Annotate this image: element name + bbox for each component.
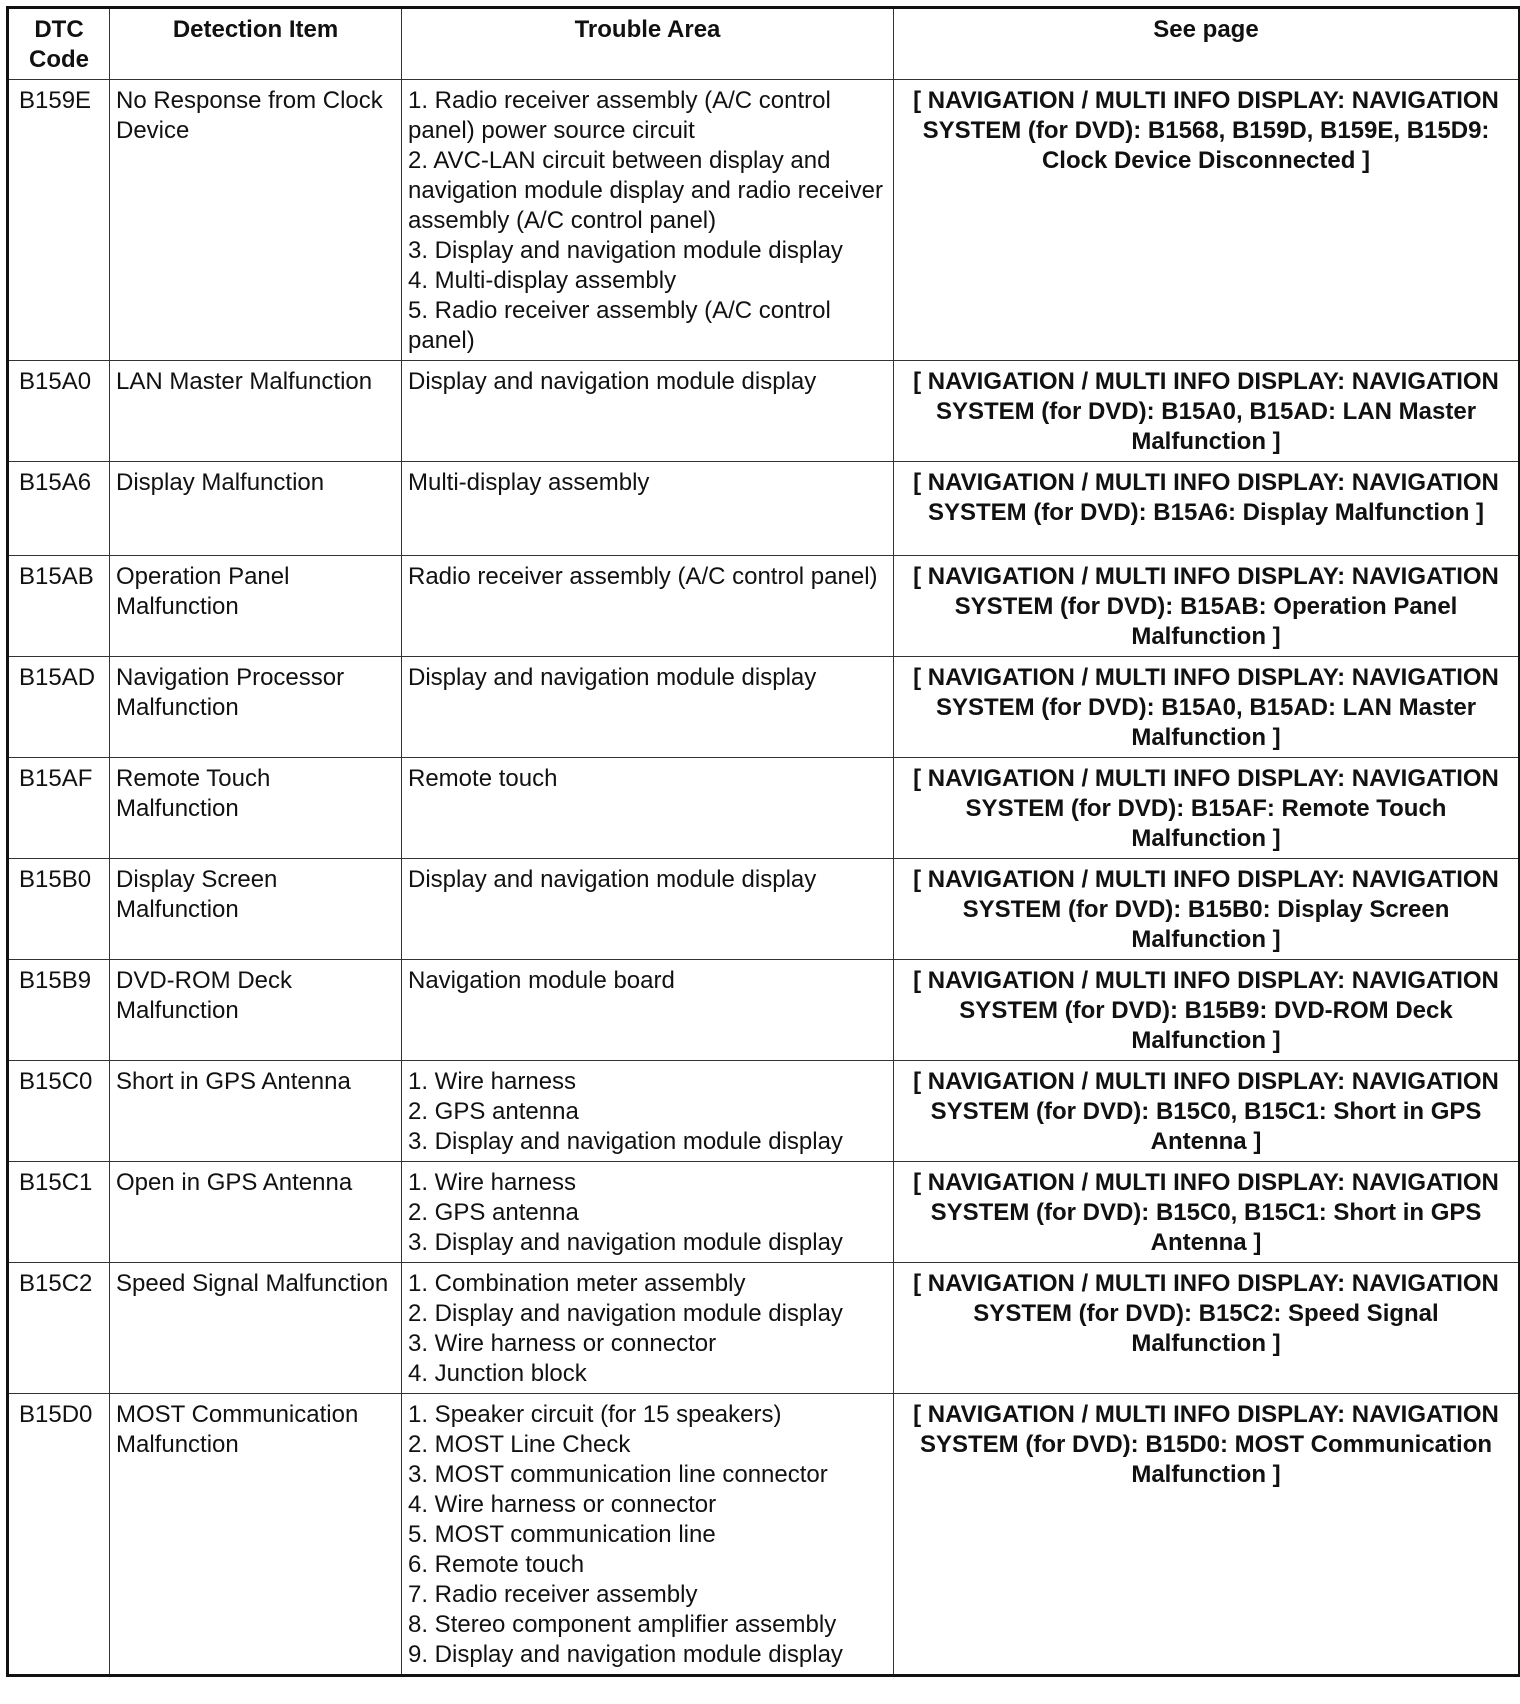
dtc-code-cell: B15A6 bbox=[8, 462, 110, 556]
detection-item-cell: Operation Panel Malfunction bbox=[110, 556, 402, 657]
trouble-area-entry: 7. Radio receiver assembly bbox=[408, 1581, 698, 1608]
see-page-reference: [ NAVIGATION / MULTI INFO DISPLAY: NAVIGATION SYSTEM (for DVD): B15B9: DVD-ROM Deck Malfunction ] bbox=[894, 960, 1520, 1061]
dtc-code-cell: B15AB bbox=[8, 556, 110, 657]
see-page-reference: [ NAVIGATION / MULTI INFO DISPLAY: NAVIGATION SYSTEM (for DVD): B1568, B159D, B159E, B15D9: Clock Device Disconnected ] bbox=[894, 80, 1520, 361]
trouble-area-cell bbox=[402, 462, 894, 556]
trouble-area-entry: 2. GPS antenna bbox=[408, 1199, 579, 1226]
table-row bbox=[8, 556, 1520, 657]
trouble-area-entry: 2. GPS antenna bbox=[408, 1098, 579, 1125]
dtc-code-cell: B15AF bbox=[8, 758, 110, 859]
trouble-area-entry: 1. Speaker circuit (for 15 speakers) bbox=[408, 1401, 782, 1428]
trouble-area-entry: 6. Remote touch bbox=[408, 1551, 585, 1578]
detection-item-cell: DVD-ROM Deck Malfunction bbox=[110, 960, 402, 1061]
trouble-area-cell bbox=[402, 556, 894, 657]
trouble-area-entry: Display and navigation module display bbox=[408, 866, 817, 893]
see-page-reference: [ NAVIGATION / MULTI INFO DISPLAY: NAVIGATION SYSTEM (for DVD): B15C0, B15C1: Short in GPS Antenna ] bbox=[894, 1061, 1520, 1162]
trouble-area-entry: 2. MOST Line Check bbox=[408, 1431, 631, 1458]
dtc-code-cell: B15B0 bbox=[8, 859, 110, 960]
trouble-area-entry: 4. Junction block bbox=[408, 1360, 587, 1387]
header-see-page: See page bbox=[894, 8, 1520, 80]
detection-item-cell: LAN Master Malfunction bbox=[110, 361, 402, 462]
see-page-reference: [ NAVIGATION / MULTI INFO DISPLAY: NAVIGATION SYSTEM (for DVD): B15B0: Display Screen Malfunction ] bbox=[894, 859, 1520, 960]
table-row bbox=[8, 80, 1520, 361]
dtc-code-cell: B159E bbox=[8, 80, 110, 361]
trouble-area-cell bbox=[402, 960, 894, 1061]
detection-item-cell: Navigation Processor Malfunction bbox=[110, 657, 402, 758]
table-row bbox=[8, 960, 1520, 1061]
trouble-area-entry: Display and navigation module display bbox=[408, 368, 817, 395]
trouble-area-entry: 1. Wire harness bbox=[408, 1169, 577, 1196]
see-page-reference: [ NAVIGATION / MULTI INFO DISPLAY: NAVIGATION SYSTEM (for DVD): B15AB: Operation Panel Malfunction ] bbox=[894, 556, 1520, 657]
dtc-code-cell: B15B9 bbox=[8, 960, 110, 1061]
trouble-area-cell bbox=[402, 361, 894, 462]
trouble-area-entry: 4. Multi-display assembly bbox=[408, 267, 677, 294]
trouble-area-entry: 3. Wire harness or connector bbox=[408, 1330, 717, 1357]
trouble-area-entry: 8. Stereo component amplifier assembly bbox=[408, 1611, 837, 1638]
trouble-area-entry: 1. Radio receiver assembly (A/C control panel) power source circuit bbox=[408, 87, 831, 144]
detection-item-cell: No Response from Clock Device bbox=[110, 80, 402, 361]
header-trouble-area: Trouble Area bbox=[402, 8, 894, 80]
detection-item-cell: Speed Signal Malfunction bbox=[110, 1263, 402, 1394]
detection-item-cell: MOST Communication Malfunction bbox=[110, 1394, 402, 1676]
trouble-area-entry: 3. Display and navigation module display bbox=[408, 1128, 843, 1155]
table-row bbox=[8, 1061, 1520, 1162]
trouble-area-cell bbox=[402, 859, 894, 960]
table-row bbox=[8, 462, 1520, 556]
trouble-area-cell bbox=[402, 657, 894, 758]
table-row bbox=[8, 1162, 1520, 1263]
see-page-reference: [ NAVIGATION / MULTI INFO DISPLAY: NAVIGATION SYSTEM (for DVD): B15A6: Display Malfunction ] bbox=[894, 462, 1520, 556]
see-page-reference: [ NAVIGATION / MULTI INFO DISPLAY: NAVIGATION SYSTEM (for DVD): B15D0: MOST Communication Malfunction ] bbox=[894, 1394, 1520, 1676]
trouble-area-cell bbox=[402, 1263, 894, 1394]
dtc-code-cell: B15C1 bbox=[8, 1162, 110, 1263]
see-page-reference: [ NAVIGATION / MULTI INFO DISPLAY: NAVIGATION SYSTEM (for DVD): B15AF: Remote Touch Malfunction ] bbox=[894, 758, 1520, 859]
detection-item-cell: Short in GPS Antenna bbox=[110, 1061, 402, 1162]
see-page-reference: [ NAVIGATION / MULTI INFO DISPLAY: NAVIGATION SYSTEM (for DVD): B15C2: Speed Signal Malfunction ] bbox=[894, 1263, 1520, 1394]
trouble-area-entry: Navigation module board bbox=[408, 967, 675, 994]
header-row bbox=[8, 8, 1520, 80]
trouble-area-entry: Remote touch bbox=[408, 765, 558, 792]
dtc-code-cell: B15D0 bbox=[8, 1394, 110, 1676]
dtc-code-cell: B15AD bbox=[8, 657, 110, 758]
see-page-reference: [ NAVIGATION / MULTI INFO DISPLAY: NAVIGATION SYSTEM (for DVD): B15A0, B15AD: LAN Master Malfunction ] bbox=[894, 361, 1520, 462]
trouble-area-entry: 5. MOST communication line bbox=[408, 1521, 716, 1548]
trouble-area-entry: 2. AVC-LAN circuit between display and navigation module display and radio receiver assembly (A/C control panel) bbox=[408, 147, 883, 234]
detection-item-cell: Remote Touch Malfunction bbox=[110, 758, 402, 859]
table-row bbox=[8, 361, 1520, 462]
trouble-area-cell bbox=[402, 758, 894, 859]
trouble-area-cell bbox=[402, 1162, 894, 1263]
dtc-table-sheet bbox=[6, 6, 1518, 1677]
table-row bbox=[8, 1263, 1520, 1394]
table-row bbox=[8, 657, 1520, 758]
detection-item-cell: Open in GPS Antenna bbox=[110, 1162, 402, 1263]
table-body bbox=[8, 80, 1520, 1676]
table-row bbox=[8, 758, 1520, 859]
see-page-reference: [ NAVIGATION / MULTI INFO DISPLAY: NAVIGATION SYSTEM (for DVD): B15C0, B15C1: Short in GPS Antenna ] bbox=[894, 1162, 1520, 1263]
dtc-code-cell: B15C0 bbox=[8, 1061, 110, 1162]
dtc-table bbox=[6, 6, 1520, 1677]
see-page-reference: [ NAVIGATION / MULTI INFO DISPLAY: NAVIGATION SYSTEM (for DVD): B15A0, B15AD: LAN Master Malfunction ] bbox=[894, 657, 1520, 758]
trouble-area-entry: 3. Display and navigation module display bbox=[408, 237, 843, 264]
trouble-area-entry: 9. Display and navigation module display bbox=[408, 1641, 843, 1668]
trouble-area-entry: Radio receiver assembly (A/C control panel) bbox=[408, 563, 878, 590]
trouble-area-cell bbox=[402, 1061, 894, 1162]
table-row bbox=[8, 1394, 1520, 1676]
trouble-area-entry: 4. Wire harness or connector bbox=[408, 1491, 717, 1518]
trouble-area-entry: Display and navigation module display bbox=[408, 664, 817, 691]
trouble-area-entry: 3. MOST communication line connector bbox=[408, 1461, 828, 1488]
trouble-area-entry: 5. Radio receiver assembly (A/C control panel) bbox=[408, 297, 831, 354]
header-detection-item: Detection Item bbox=[110, 8, 402, 80]
trouble-area-entry: 2. Display and navigation module display bbox=[408, 1300, 843, 1327]
dtc-code-cell: B15C2 bbox=[8, 1263, 110, 1394]
table-row bbox=[8, 859, 1520, 960]
trouble-area-entry: 3. Display and navigation module display bbox=[408, 1229, 843, 1256]
header-dtc-code: DTC Code bbox=[8, 8, 110, 80]
trouble-area-cell bbox=[402, 80, 894, 361]
trouble-area-entry: 1. Combination meter assembly bbox=[408, 1270, 746, 1297]
trouble-area-entry: 1. Wire harness bbox=[408, 1068, 577, 1095]
detection-item-cell: Display Screen Malfunction bbox=[110, 859, 402, 960]
detection-item-cell: Display Malfunction bbox=[110, 462, 402, 556]
dtc-code-cell: B15A0 bbox=[8, 361, 110, 462]
trouble-area-entry: Multi-display assembly bbox=[408, 469, 650, 496]
trouble-area-cell bbox=[402, 1394, 894, 1676]
